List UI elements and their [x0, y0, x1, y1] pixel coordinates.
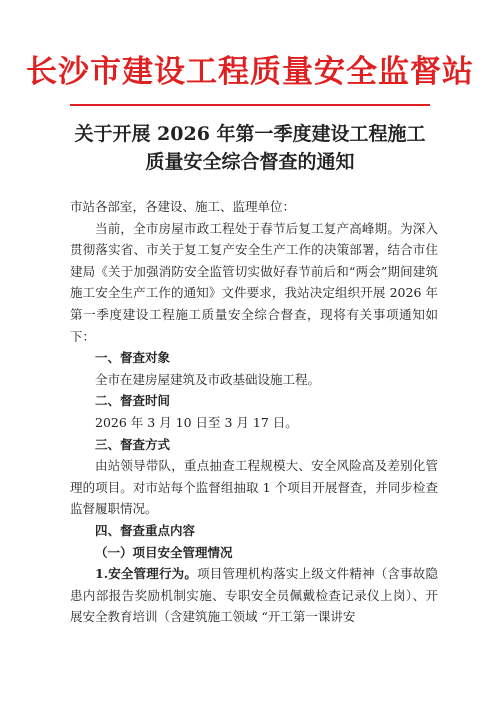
salutation: 市站各部室，各建设、施工、监理单位： [70, 199, 296, 214]
section-heading-2: 二、督查时间 [95, 393, 171, 409]
section-heading-4: 四、督查重点内容 [95, 522, 196, 538]
section-text-2: 2026 年 3 月 10 日至 3 月 17 日。 [95, 414, 298, 430]
notice-title-line-2: 质量安全综合督查的通知 [145, 151, 355, 173]
notice-title-line-1: 关于开展 2026 年第一季度建设工程施工 [74, 123, 426, 145]
notice-body [70, 196, 438, 628]
notice-title [0, 120, 500, 176]
subsection-heading: （一）项目安全管理情况 [95, 544, 233, 560]
section-text-1: 全市在建房屋建筑及市政基础设施工程。 [95, 371, 321, 387]
item-1-paragraph [70, 563, 438, 628]
masthead-rule [70, 104, 430, 106]
masthead-title: 长沙市建设工程质量安全监督站 [26, 54, 474, 90]
intro-paragraph: 当前，全市房屋市政工程处于春节后复工复产高峰期。为深入贯彻落实省、市关于复工复产安全生产工作的决策部署，结合市住建局《关于加强消防安全监管切实做好春节前后和“两会”期间建筑施工安全生产工作的通知》文件要求，我站决定组织开展 2026 年第一季度建设工程施工质量安全综合督查，现将有关事项通知如下： [70, 220, 438, 344]
item-1-lead: 1.安全管理行为。 [95, 566, 198, 582]
item-1-text: 项目管理机构落实上级文件精神（含事故隐患内部报告奖励机制实施、专职安全员佩戴检查记录仪上岗）、开展安全教育培训（含建筑施工领域 “开工第一课讲安 [70, 566, 438, 625]
section-heading-1: 一、督查对象 [95, 350, 171, 366]
section-text-3: 由站领导带队，重点抽查工程规模大、安全风险高及差别化管理的项目。对市站每个监督组抽取 1 个项目开展督查，并同步检查监督履职情况。 [70, 458, 438, 517]
section-heading-3: 三、督查方式 [95, 436, 171, 452]
